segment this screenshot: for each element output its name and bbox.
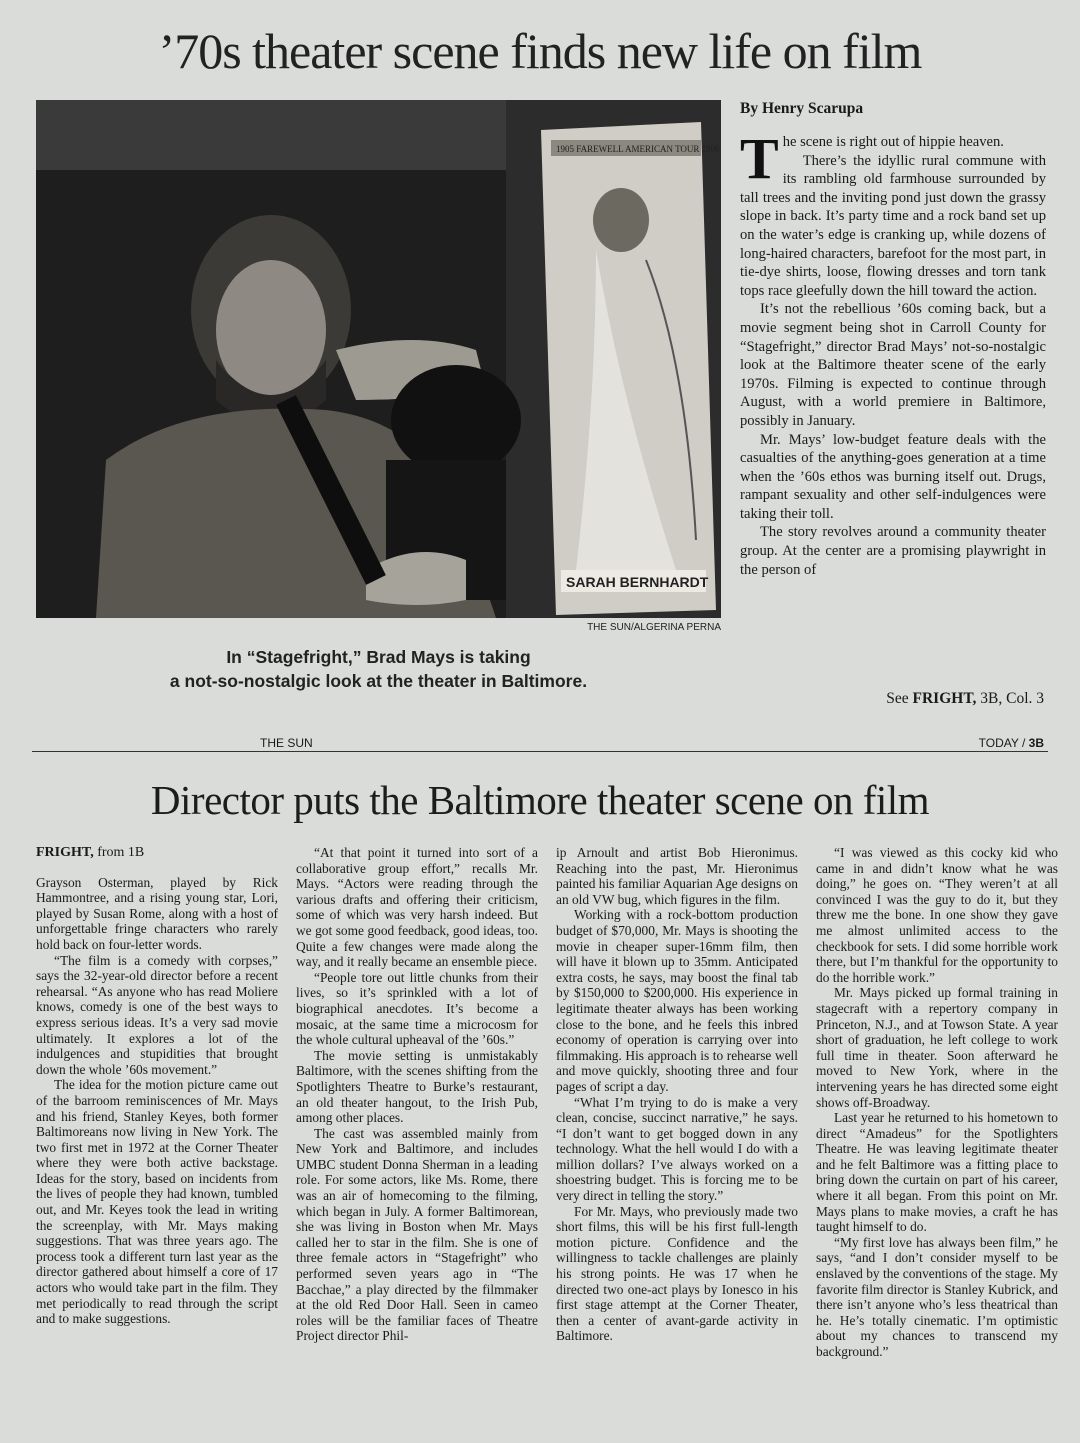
poster-name-text: SARAH BERNHARDT: [566, 574, 709, 590]
col4-paragraph-1: “I was viewed as this cocky kid who came in and didn’t know what he was doing,” he goes on. “They weren’t at all convinced I was the guy to do it, but they threw me the bone. In one show they gave me almost unlimited access to the checkbook for sets. I did some horrible work there, but I’m thankful for the opportunity to do the horrible work.”: [816, 845, 1058, 985]
caption-line-1: In “Stagefright,” Brad Mays is taking: [226, 647, 531, 667]
lead-paragraph-1: The scene is right out of hippie heaven.: [740, 126, 1004, 191]
continuation-headline: Director puts the Baltimore theater scene on film: [150, 777, 930, 823]
lead-story-body: [740, 126, 1046, 579]
article-column-1: [36, 845, 278, 1327]
lead-paragraph-2: There’s the idyllic rural commune with its rambling old farmhouse surrounded by tall trees and the inviting pond just down the grassy slope in back. It’s party time and a rock band set up on the water’s edge is cranking up, while dozens of long-haired characters, barefoot for the most part, in tie-dye shirts, loose, flowing dresses and torn tank tops race gleefully down the hill toward the action.: [740, 152, 1046, 299]
article-column-2: [296, 845, 538, 1344]
photo-credit: THE SUN/ALGERINA PERNA: [587, 622, 721, 633]
col3-paragraph-1: ip Arnoult and artist Bob Hieronimus. Reaching into the past, Mr. Hieronimus painted his familiar Aquarian Age designs on an old VW bug, which figures in the film.: [556, 845, 798, 907]
col2-paragraph-2: “People tore out little chunks from their lives, so it’s sprinkled with a lot of biographical anecdotes. It’s become a mosaic, at the same time a microcosm for the whole cultural upheaval of the ’60s.”: [296, 969, 538, 1048]
jump-line-continued: See FRIGHT, 3B, Col. 3: [886, 690, 1044, 707]
drop-cap: T: [740, 126, 779, 191]
photo-image: [36, 100, 721, 618]
col1-paragraph-1: Grayson Osterman, played by Rick Hammontree, and a rising young star, Lori, played by Susan Rome, along with a host of unforgettable fringe characters who rarely hold back on four-letter words.: [36, 874, 278, 952]
photo-caption: [36, 645, 721, 693]
folio-section-page: TODAY / 3B: [978, 736, 1044, 750]
caption-line-2: a not-so-nostalgic look at the theater in Baltimore.: [169, 671, 588, 691]
col2-paragraph-3: The movie setting is unmistakably Baltimore, with the scenes shifting from the Spotlighters Theatre to Burke’s restaurant, an old theater hangout, to the Irish Pub, among other places.: [296, 1047, 538, 1126]
col3-paragraph-2: Working with a rock-bottom production budget of $70,000, Mr. Mays is shooting the movie in cheaper super-16mm film, then will have it blown up to 35mm. Anticipated extra costs, he says, may boost the final tab by $150,000 to $200,000. His experience in legitimate theater always has been working close to the bone, and he feels this inbred economy of operation is carrying over into filmmaking. His approach is to rehearse well and move quickly, shooting three and four pages of script a day.: [556, 907, 798, 1094]
photo-director-with-camera: [36, 100, 721, 618]
top-headline: ’70s theater scene finds new life on film: [158, 23, 922, 79]
col3-paragraph-4: For Mr. Mays, who previously made two short films, this will be his first full-length motion picture. Confidence and the willingness to tackle challenges are plainly his strong points. He was 17 when he directed two one-act plays by Ionesco in his first stage attempt at the Corner Theater, then a center of avant-garde activity in Baltimore.: [556, 1203, 798, 1344]
byline: By Henry Scarupa: [740, 100, 864, 117]
article-column-3: [556, 845, 798, 1344]
page-divider-rule: [32, 751, 1048, 752]
col4-paragraph-4: “My first love has always been film,” he says, “and I don’t consider myself to be enslaved by the conventions of the stage. My favorite film director is Stanley Kubrick, and there isn’t anyone who’s less theatrical than he. He’s totally cinematic. I’m optimistic about my chances to transcend my background.”: [816, 1234, 1058, 1359]
col4-paragraph-2: Mr. Mays picked up formal training in stagecraft with a repertory company in Princeton, N.J., and at Towson State. A year short of graduation, he left college to work full time in theater. Soon afterward he moved to New York, where in the intervening years he has directed some eight shows off-Broadway.: [816, 985, 1058, 1110]
col1-paragraph-2: “The film is a comedy with corpses,” says the 32-year-old director before a recent rehearsal. “As anyone who has read Moliere knows, comedy is one of the best ways to express serious ideas. It’s a very sad movie ultimately. It explores a lot of the indulgences and stupidities that brought down the whole ’60s movement.”: [36, 952, 278, 1077]
col2-paragraph-1: “At that point it turned into sort of a collaborative group effort,” recalls Mr. Mays. “Actors were reading through the various drafts and offering their criticism, some of which was very harsh indeed. But we got some good feedback, good ideas, too. Quite a few changes were made along the way, and it really became an ensemble piece.: [296, 845, 538, 970]
col2-paragraph-4: The cast was assembled mainly from New York and Baltimore, and includes UMBC student Donna Sherman in a leading role. For some actors, like Ms. Rome, there was an air of homecoming to the filming, which began in July. A former Baltimorean, she was living in Boston when Mr. Mays called her to star in the film. She is one of three female actors in “Stagefright” who performed seven years ago in “The Bacchae,” a play directed by the filmmaker at the old Red Door Hall. Seen in cameo roles will be the familiar faces of Theatre Project director Phil-: [296, 1125, 538, 1344]
article-column-4: [816, 845, 1058, 1360]
folio-paper-name: THE SUN: [260, 736, 313, 750]
col1-paragraph-3: The idea for the motion picture came out of the barroom reminiscences of Mr. Mays and his friend, Stanley Keyes, both former Baltimoreans now living in New York. The two first met in 1972 at the Corner Theater where they were both active backstage. Ideas for the story, based on incidents from the lives of people they had known, tumbled out, and Mr. Keyes took the lead in writing the screenplay, with Mr. Mays making suggestions. That was three years ago. The process took a different turn last year as the director gathered about himself a core of 17 actors who would take part in the film. They met periodically to read through the script and to make suggestions.: [36, 1077, 278, 1327]
lead-paragraph-5: The story revolves around a community theater group. At the center are a promising playwright in the person of: [740, 524, 1046, 578]
lead-paragraph-3: It’s not the rebellious ’60s coming back, but a movie segment being shot in Carroll County for “Stagefright,” director Brad Mays’ not-so-nostalgic look at the Baltimore theater scene of the early 1970s. Filming is expected to continue through August, with a world premiere in Baltimore, possibly in January.: [740, 301, 1046, 429]
col4-paragraph-3: Last year he returned to his hometown to direct “Amadeus” for the Spotlighters Theatre. He was leaving legitimate theater and he felt Baltimore was a fitting place to bring down the curtain on part of his career, where it all began. From this point on Mr. Mays plans to make movies, a craft he has taught himself to do.: [816, 1110, 1058, 1235]
lead-paragraph-4: Mr. Mays’ low-budget feature deals with the casualties of the anything-goes generation at a time when the ’60s ethos was burning itself out. Drugs, rampant sexuality and other self-indulgences were taking their toll.: [740, 431, 1046, 522]
continued-from-line: FRIGHT, from 1B: [36, 845, 145, 860]
poster-top-text: 1905 FAREWELL AMERICAN TOUR 1906: [556, 144, 720, 154]
col3-paragraph-3: “What I’m trying to do is make a very clean, concise, succinct narrative,” he says. “I don’t want to get bogged down in any technology. What the hell would I do with a million dollars? I’ve always worked on a shoestring budget. This is forcing me to be very direct in telling the story.”: [556, 1094, 798, 1204]
